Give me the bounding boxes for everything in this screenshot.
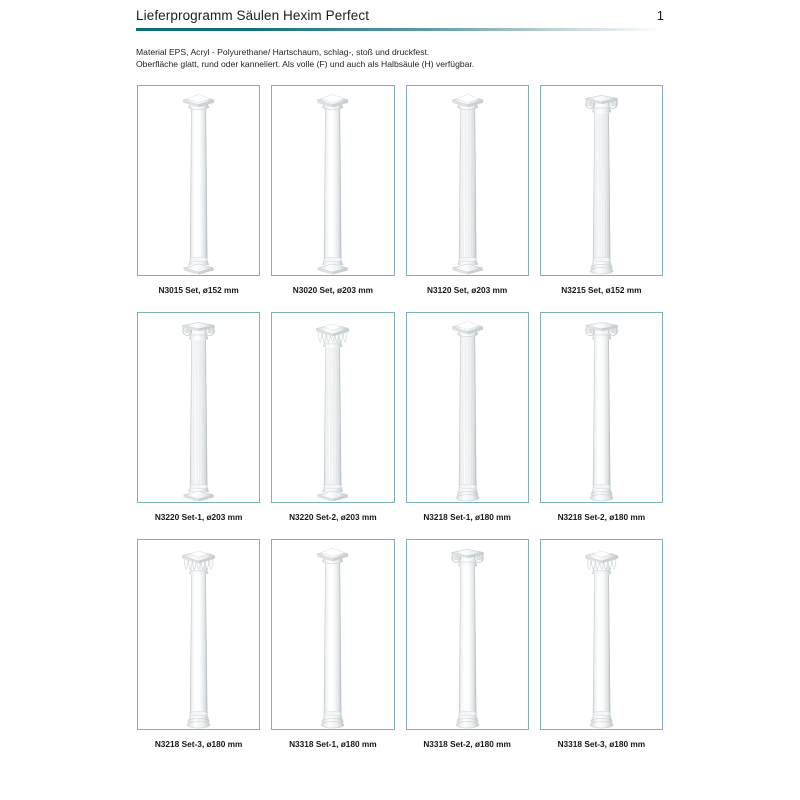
product-caption: N3015 Set, ø152 mm [158,285,239,295]
product-cell [137,85,260,304]
product-card[interactable] [540,539,663,730]
product-cell [540,85,663,304]
product-cell [271,539,394,758]
product-caption: N3318 Set-3, ø180 mm [557,739,646,749]
header-row [136,8,664,23]
product-card[interactable] [137,85,260,276]
product-cell [271,85,394,304]
page-header [136,8,664,31]
product-card[interactable] [540,85,663,276]
column-illustration [138,313,259,502]
product-card[interactable] [137,539,260,730]
product-cell [406,85,529,304]
product-caption: N3220 Set-2, ø203 mm [289,512,377,522]
product-caption: N3220 Set-1, ø203 mm [154,512,243,522]
column-illustration [541,313,662,502]
product-cell [540,539,663,758]
product-cell [137,312,260,531]
product-caption: N3120 Set, ø203 mm [427,285,508,295]
product-caption: N3318 Set-1, ø180 mm [289,739,377,749]
column-illustration [272,313,393,502]
product-caption: N3215 Set, ø152 mm [561,285,642,295]
material-description-line-1: Material EPS, Acryl - Polyurethane/ Hartschaum, schlag-, stoß und druckfest. [136,47,430,57]
page-title: Lieferprogramm Säulen Hexim Perfect [136,8,370,23]
column-illustration [407,540,528,729]
product-cell [406,539,529,758]
page-number: 1 [656,8,664,23]
product-caption: N3020 Set, ø203 mm [292,285,373,295]
product-card[interactable] [406,539,529,730]
column-illustration [138,86,259,275]
product-card[interactable] [406,312,529,503]
column-illustration [541,86,662,275]
column-illustration [407,86,528,275]
column-illustration [407,313,528,502]
column-illustration [272,86,393,275]
product-cell [406,312,529,531]
product-caption: N3218 Set-2, ø180 mm [557,512,646,522]
product-cell [271,312,394,531]
product-cell [137,539,260,758]
product-card[interactable] [540,312,663,503]
product-card[interactable] [271,312,394,503]
header-rule [136,28,664,31]
column-illustration [541,540,662,729]
material-description-line-2: Oberfläche glatt, rund oder kanneliert. Als volle (F) und auch als Halbsäule (H) verfügbar. [136,59,475,70]
product-card[interactable] [271,539,394,730]
product-caption: N3218 Set-1, ø180 mm [423,512,511,522]
column-illustration [272,540,393,729]
product-cell [540,312,663,531]
product-card[interactable] [271,85,394,276]
column-illustration [138,540,259,729]
product-card[interactable] [137,312,260,503]
material-description [136,46,696,71]
product-caption: N3218 Set-3, ø180 mm [154,739,243,749]
product-card[interactable] [406,85,529,276]
product-caption: N3318 Set-2, ø180 mm [423,739,511,749]
product-grid [137,85,663,758]
